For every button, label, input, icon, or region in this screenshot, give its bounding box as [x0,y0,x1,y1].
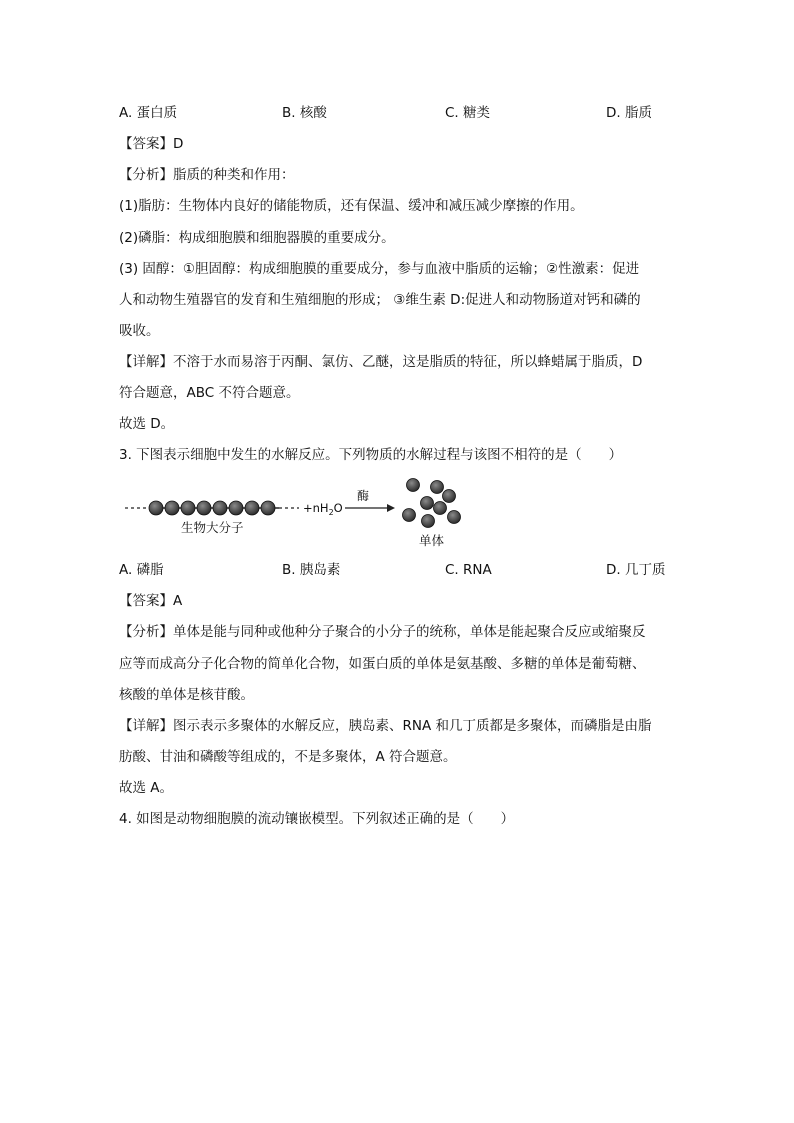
q2-answer: 【答案】D [119,136,184,152]
q3-analysis-line: 【分析】单体是能与同种或他种分子聚合的小分子的统称，单体是能起聚合反应或缩聚反 [119,624,646,640]
q2-analysis-line: 【分析】脂质的种类和作用： [119,167,295,183]
monomer-ball [431,481,444,494]
q4-stem: 4. 如图是动物细胞膜的流动镶嵌模型。下列叙述正确的是（ ） [119,811,515,827]
monomer-ball [443,490,456,503]
monomer-ball [448,511,461,524]
q3-option-b: B. 胰岛素 [282,562,341,578]
q3-option-d: D. 几丁质 [606,562,666,578]
q2-conclusion: 故选 D。 [119,416,175,432]
q2-option-c: C. 糖类 [445,105,491,121]
q2-option-b: B. 核酸 [282,105,327,121]
monomer-bead [213,501,227,515]
monomer-ball [422,515,435,528]
monomer-ball [434,502,447,515]
monomer-bead [245,501,259,515]
monomer-bead [229,501,243,515]
q3-detail-line: 肪酸、甘油和磷酸等组成的，不是多聚体，A 符合题意。 [119,749,457,765]
q3-stem: 3. 下图表示细胞中发生的水解反应。下列物质的水解过程与该图不相符的是（ ） [119,447,623,463]
monomer-bead [165,501,179,515]
hydrolysis-diagram [119,475,479,555]
monomer-label: 单体 [419,533,445,548]
monomer-ball [403,509,416,522]
q2-analysis-line: 吸收。 [119,323,160,339]
monomer-bead [181,501,195,515]
q3-conclusion: 故选 A。 [119,780,174,796]
q2-detail-line: 【详解】不溶于水而易溶于丙酮、氯仿、乙醚，这是脂质的特征，所以蜂蜡属于脂质，D [119,354,643,370]
chain-label: 生物大分子 [181,520,244,535]
polymer-chain [149,501,279,515]
q2-analysis-line: 人和动物生殖器官的发育和生殖细胞的形成； ③维生素 D:促进人和动物肠道对钙和磷的 [119,292,641,308]
reaction-arrow [345,504,395,512]
monomer-bead [261,501,275,515]
q3-option-c: C. RNA [445,562,492,578]
q2-option-d: D. 脂质 [606,105,652,121]
water-term: $+nH_2O$ [303,501,343,517]
q3-analysis-line: 应等而成高分子化合物的简单化合物，如蛋白质的单体是氨基酸、多糖的单体是葡萄糖、 [119,656,646,672]
enzyme-label: 酶 [357,489,370,503]
q3-analysis-line: 核酸的单体是核苷酸。 [119,687,254,703]
free-monomers [403,479,461,528]
q2-option-a: A. 蛋白质 [119,105,178,121]
q2-analysis-line: (3) 固醇：①胆固醇：构成细胞膜的重要成分，参与血液中脂质的运输；②性激素：促进 [119,261,640,277]
monomer-ball [421,497,434,510]
hydrolysis-diagram-svg [119,475,479,555]
q2-detail-line: 符合题意，ABC 不符合题意。 [119,385,300,401]
q2-analysis-line: (1)脂肪：生物体内良好的储能物质，还有保温、缓冲和减压减少摩擦的作用。 [119,198,584,214]
q3-option-a: A. 磷脂 [119,562,164,578]
monomer-bead [197,501,211,515]
q3-answer: 【答案】A [119,593,183,609]
q2-analysis-line: (2)磷脂：构成细胞膜和细胞器膜的重要成分。 [119,230,395,246]
monomer-ball [407,479,420,492]
q3-detail-line: 【详解】图示表示多聚体的水解反应，胰岛素、RNA 和几丁质都是多聚体，而磷脂是由脂 [119,718,652,734]
monomer-bead [149,501,163,515]
